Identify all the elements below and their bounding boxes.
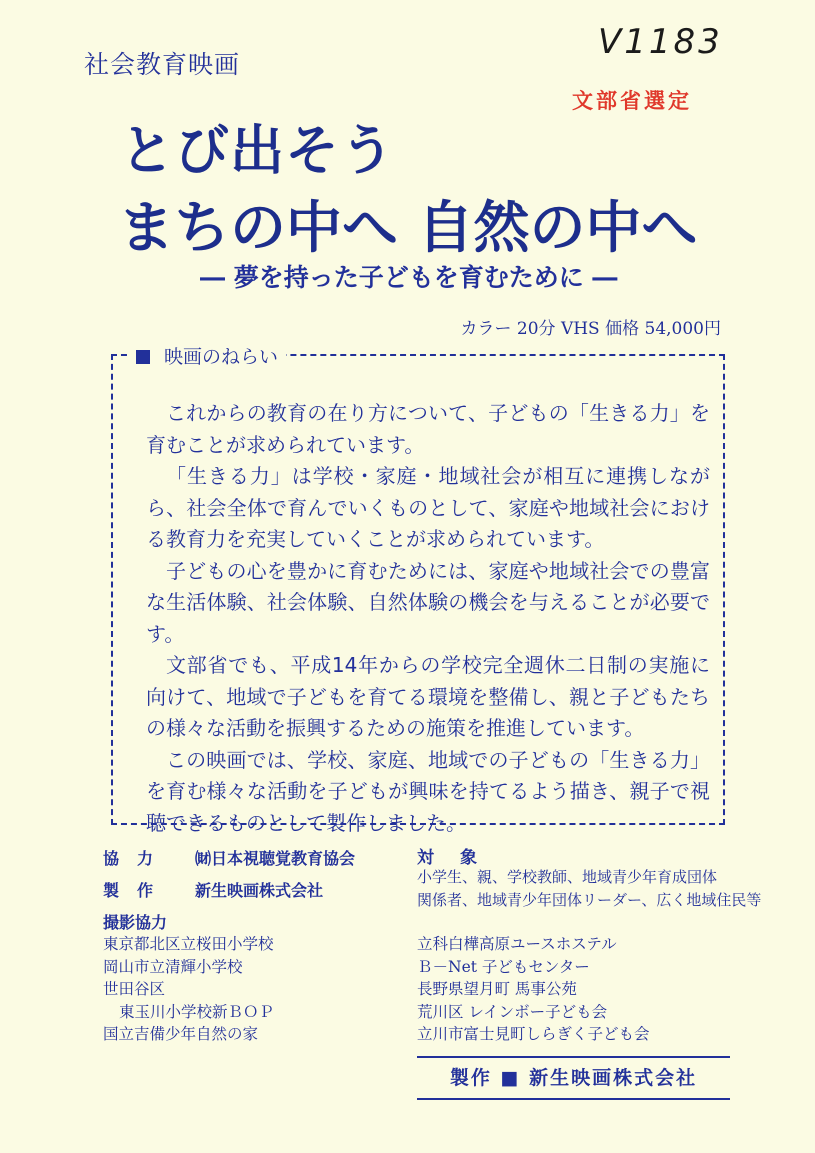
- producer-footer: 製作 ■ 新生映画株式会社: [417, 1056, 730, 1100]
- film-meta: カラー 20分 VHS 価格 54,000円: [460, 319, 721, 339]
- filming-list-right: [417, 933, 650, 1046]
- target-label: 対象: [417, 848, 503, 868]
- list-item: Ｂ－Net 子どもセンター: [417, 957, 590, 976]
- title-line-2: まちの中へ 自然の中へ: [118, 196, 698, 261]
- list-item: 長野県望月町 馬事公苑: [417, 980, 577, 999]
- list-item: 立川市富士見町しらぎく子ども会: [417, 1025, 650, 1044]
- target-line: 関係者、地域青少年団体リーダー、広く地域住民等: [417, 891, 762, 909]
- subtitle: ― 夢を持った子どもを育むために ―: [200, 263, 618, 292]
- credit-cooperation: [103, 846, 355, 869]
- list-item: 東京都北区立桜田小学校: [103, 935, 274, 953]
- aim-paragraph: 文部省でも、平成14年からの学校完全週休二日制の実施に向けて、地域で子どもを育てる環境を整備し、親と子どもたちの様々な活動を振興するための施策を推進しています。: [146, 653, 710, 740]
- target-line: 小学生、親、学校教師、地域青少年育成団体: [417, 868, 718, 886]
- list-item: 国立吉備少年自然の家: [103, 1025, 259, 1044]
- list-item: 岡山市立清輝小学校: [103, 957, 243, 976]
- aim-body: [146, 398, 710, 839]
- credit-value: ㈶日本視聴覚教育協会: [195, 849, 356, 868]
- credit-label: 製作: [103, 881, 172, 900]
- credit-value: 新生映画株式会社: [195, 881, 324, 900]
- aim-paragraph: この映画では、学校、家庭、地域での子どもの「生きる力」を育む様々な活動を子どもが興味を持てるよう描き、親子で視聴できるものとして製作しました。: [146, 747, 710, 835]
- list-item: 東玉川小学校新ＢＯＰ: [119, 1002, 275, 1021]
- filming-label: 撮影協力: [103, 913, 168, 932]
- title-line-1: とび出そう: [120, 119, 395, 182]
- credit-production: [103, 878, 323, 901]
- list-item: 荒川区 レインボー子ども会: [417, 1002, 608, 1021]
- target-text: [417, 866, 761, 912]
- list-item: 立科白樺高原ユースホステル: [417, 935, 617, 953]
- aim-paragraph: 子どもの心を豊かに育むためには、家庭や地域社会での豊富な生活体験、社会体験、自然体験の機会を与えることが必要です。: [146, 558, 710, 646]
- aim-heading-text: 映画のねらい: [164, 346, 279, 368]
- aim-paragraph: 「生きる力」は学校・家庭・地域社会が相互に連携しながら、社会全体で育んでいくものとして、家庭や地域社会における教育力を充実していくことが求められています。: [146, 464, 710, 551]
- list-item: 世田谷区: [103, 980, 166, 999]
- selection-badge: 文部省選定: [572, 89, 692, 113]
- aim-heading: [128, 342, 286, 369]
- aim-paragraph: これからの教育の在り方について、子どもの「生きる力」を育むことが求められています。: [146, 401, 710, 457]
- credit-label: 協力: [103, 849, 172, 868]
- category-label: 社会教育映画: [84, 50, 241, 79]
- square-bullet-icon: [136, 350, 150, 364]
- filming-list-left: [103, 933, 274, 1046]
- catalog-number: V1183: [598, 22, 723, 62]
